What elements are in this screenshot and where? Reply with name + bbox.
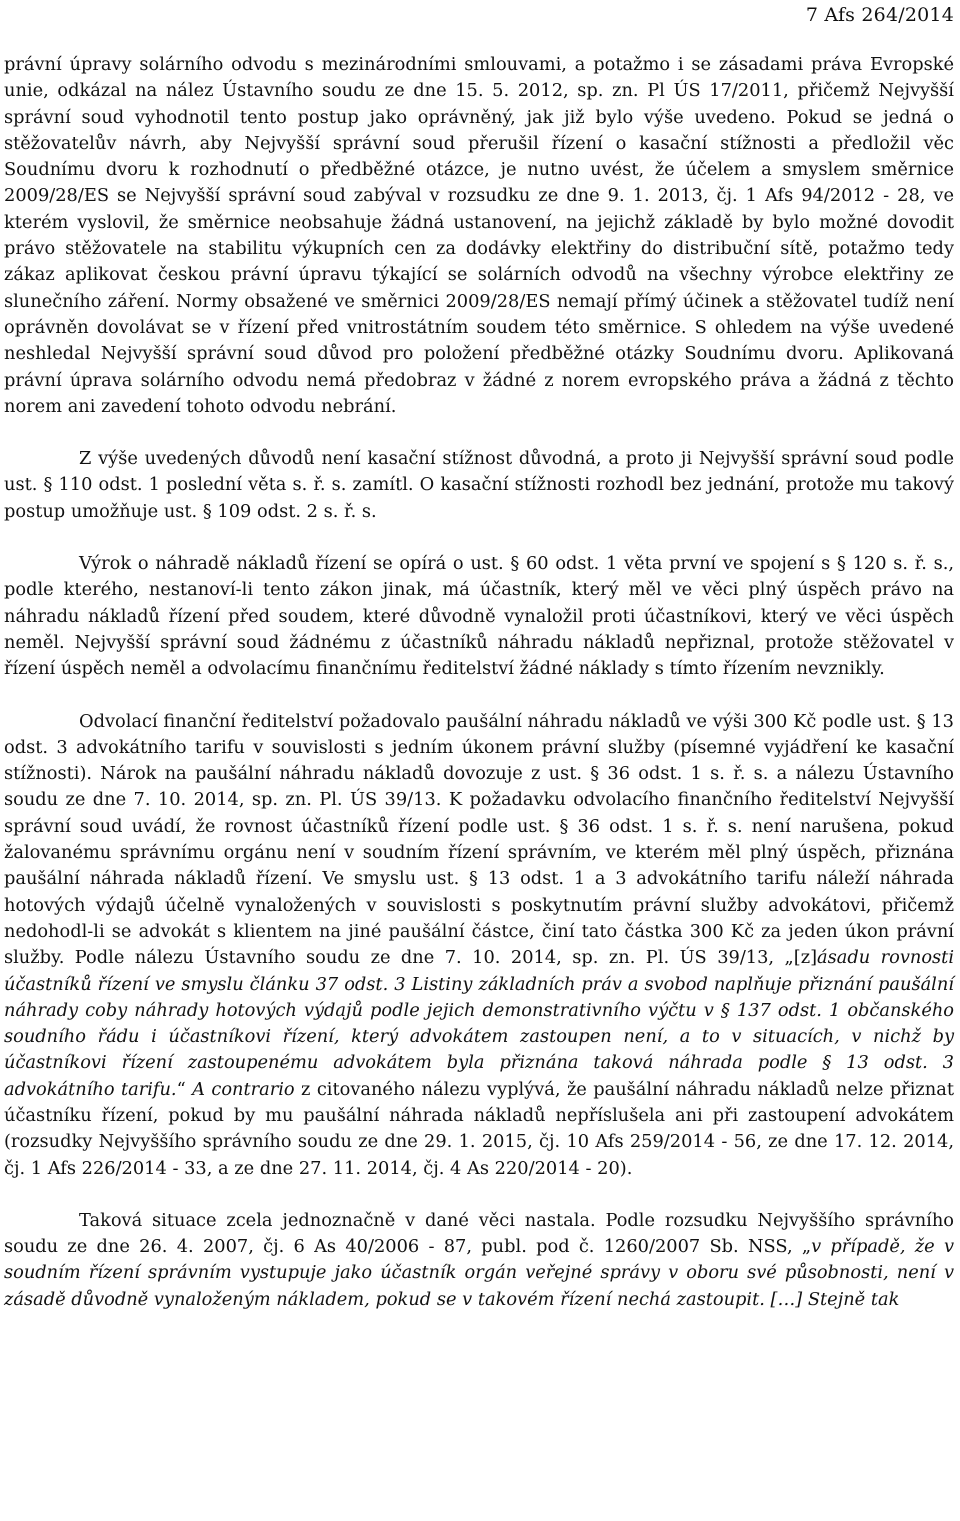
paragraph-3: Výrok o náhradě nákladů řízení se opírá o ust. § 60 odst. 1 věta první ve spojení s § 120 s. ř. s., podle kterého, nestanoví-li tento zákon jinak, má účastník, který měl ve věci plný úspěch právo na náhradu nákladů řízení před soudem, které důvodně vynaložil proti účastníkovi, který ve věci úspěch neměl. Nejvyšší správní soud žádnému z účastníků náhradu nákladů nepřiznal, protože stěžovatel v řízení úspěch neměl a odvolacímu finančnímu ředitelství žádné náklady s tímto řízením nevznikly. (4, 553, 954, 680)
paragraph-4-quote: ásadu rovnosti účastníků řízení ve smyslu článku 37 odst. 3 Listiny základních práv a svobod naplňuje přiznání paušální náhrady coby náhrady hotových výdajů podle jejich demonstrativního výčtu v § 137 odst. 1 občanského soudního řádu i účastníkovi řízení, který advokátem zastoupen není, a to v situacích, v nichž by účastníkovi řízení zastoupenému advokátem byla přiznána taková náhrada podle § 13 odst. 3 advokátního tarifu. (4, 947, 954, 1100)
paragraph-5-quote: v případě, že v soudním řízení správním vystupuje jako účastník orgán veřejné správy v oboru své působnosti, není v zásadě důvodně vynaloženým nákladem, pokud se v takovém řízení nechá zastoupit. […] Stejně tak (4, 1236, 954, 1310)
paragraph-4-a-contrario: A contrario (192, 1078, 295, 1100)
paragraph-4-quote-end: “ (176, 1078, 193, 1100)
document-body (4, 52, 954, 1313)
paragraph-5 (4, 1208, 954, 1313)
paragraph-4 (4, 709, 954, 1182)
paragraph-2: Z výše uvedených důvodů není kasační stížnost důvodná, a proto ji Nejvyšší správní soud podle ust. § 110 odst. 1 poslední věta s. ř. s. zamítl. O kasační stížnosti rozhodl bez jednání, protože mu takový postup umožňuje ust. § 109 odst. 2 s. ř. s. (4, 448, 954, 522)
paragraph-5-text: Taková situace zcela jednoznačně v dané věci nastala. Podle rozsudku Nejvyššího správního soudu ze dne 26. 4. 2007, čj. 6 As 40/2006 - 87, publ. pod č. 1260/2007 Sb. NSS, „ (4, 1209, 954, 1258)
paragraph-4-text: Odvolací finanční ředitelství požadovalo paušální náhradu nákladů ve výši 300 Kč podle ust. § 13 odst. 3 advokátního tarifu v souvislosti s jedním úkonem právní služby (písemné vyjádření ke kasační stížnosti). Nárok na paušální náhradu nákladů dovozuje z ust. § 36 odst. 1 s. ř. s. a nálezu Ústavního soudu ze dne 7. 10. 2014, sp. zn. Pl. ÚS 39/13. K požadavku odvolacího finančního ředitelství Nejvyšší správní soud uvádí, že rovnost účastníků řízení podle ust. § 36 odst. 1 s. ř. s. není narušena, pokud žalovanému správnímu orgánu není v soudním řízení správním, ve kterém měl plný úspěch, přiznána paušální náhrada nákladů řízení. Ve smyslu ust. § 13 odst. 1 a 3 advokátního tarifu náleží náhrada hotových výdajů účelně vynaložených v souvislosti s poskytnutím právní služby advokátovi, přičemž nedohodl-li se advokát s klientem na jiné paušální částce, činí tato částka 300 Kč za jeden úkon právní služby. Podle nálezu Ústavního soudu ze dne 7. 10. 2014, sp. zn. Pl. ÚS 39/13, „[z] (4, 710, 954, 969)
paragraph-4-tail: z citovaného nálezu vyplývá, že paušální náhradu nákladů nelze přiznat účastníku řízení, pokud by mu paušální náhrada nákladů nepříslušela ani při zastoupení advokátem (rozsudky Nejvyššího správního soudu ze dne 29. 1. 2015, čj. 10 Afs 259/2014 - 56, ze dne 17. 12. 2014, čj. 1 Afs 226/2014 - 33, a ze dne 27. 11. 2014, čj. 4 As 220/2014 - 20). (4, 1078, 954, 1179)
page-header-reference: 7 Afs 264/2014 (805, 4, 954, 26)
paragraph-1: právní úpravy solárního odvodu s mezinárodními smlouvami, a potažmo i se zásadami práva Evropské unie, odkázal na nález Ústavního soudu ze dne 15. 5. 2012, sp. zn. Pl ÚS 17/2011, přičemž Nejvyšší správní soud vyhodnotil tento postup jako oprávněný, jak již bylo výše uvedeno. Pokud se jedná o stěžovatelův návrh, aby Nejvyšší správní soud přerušil řízení o kasační stížnosti a předložil věc Soudnímu dvoru k rozhodnutí o předběžné otázce, je nutno uvést, že účelem a smyslem směrnice 2009/28/ES se Nejvyšší správní soud zabýval v rozsudku ze dne 9. 1. 2013, čj. 1 Afs 94/2012 - 28, ve kterém vyslovil, že směrnice neobsahuje žádná ustanovení, na jejichž základě by bylo možné dovodit právo stěžovatele na stabilitu výkupních cen za dodávky elektřiny do distribuční sítě, potažmo tedy zákaz aplikovat českou právní úpravu týkající se solárních odvodů na všechny výrobce elektřiny ze slunečního záření. Normy obsažené ve směrnici 2009/28/ES nemají přímý účinek a stěžovatel tudíž není oprávněn dovolávat se v řízení před vnitrostátním soudem této směrnice. S ohledem na výše uvedené neshledal Nejvyšší správní soud důvod pro položení předběžné otázky Soudnímu dvoru. Aplikovaná právní úprava solárního odvodu nemá předobraz v žádné z norem evropského práva a žádná z těchto norem ani zavedení tohoto odvodu nebrání. (4, 54, 954, 417)
